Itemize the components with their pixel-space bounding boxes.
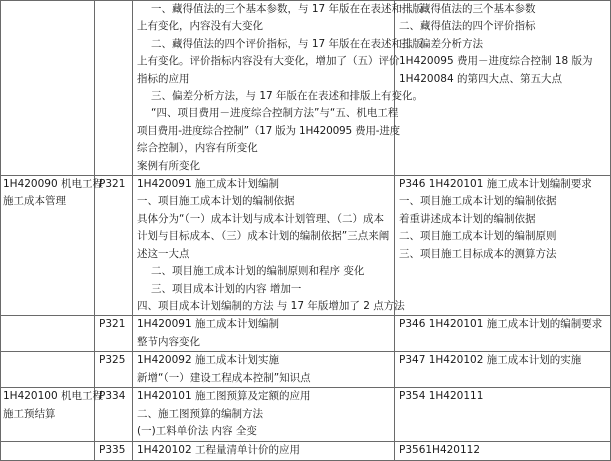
book-2018-cell xyxy=(133,176,405,316)
content-line: “四、项目费用－进度综合控制方法”与“五、机电工程 xyxy=(151,107,399,120)
content-line: 三、偏差分析方法 xyxy=(399,37,483,50)
content-line: 着重讲述成本计划的编制依据 xyxy=(399,212,536,225)
content-line: 二、项目施工成本计划的编制原则 xyxy=(399,230,557,243)
content-line: 一、藏得值法的三个基本参数，与 17 年版在在表述和排版 xyxy=(151,3,424,15)
book-2018-cell xyxy=(133,316,395,352)
content-line: 二、藏得值法的四个评价指标 xyxy=(399,20,536,33)
page-number: P325 xyxy=(99,354,126,367)
content-line: 整节内容变化 xyxy=(137,335,200,348)
content-line: 一、藏得值法的三个基本参数 xyxy=(399,3,536,15)
table-row xyxy=(1,1,611,176)
content-line: P347 1H420102 施工成本计划的实施 xyxy=(399,354,582,367)
chapter-title: 1H420100 机电工程 xyxy=(3,390,103,403)
page-number: P321 xyxy=(99,178,126,191)
book-2017-cell xyxy=(395,176,611,316)
content-line: 述这一大点 xyxy=(137,247,190,260)
content-line: 1H420095 费用－进度综合控制 18 版为 xyxy=(399,55,593,68)
content-line: 四、项目成本计划编制的方法 与 17 年版增加了 2 点方法 xyxy=(137,299,405,312)
book-2017-cell xyxy=(395,316,611,352)
content-line: 一、项目施工成本计划的编制依据 xyxy=(137,195,295,208)
content-line: 二、项目施工成本计划的编制原则和程序 变化 xyxy=(151,265,365,278)
content-line: 计划与目标成本、（三）成本计划的编制依据”三点来阐 xyxy=(137,230,390,243)
page-number: P321 xyxy=(99,318,126,331)
content-line: 二、施工图预算的编制方法 xyxy=(137,407,263,420)
page-cell xyxy=(95,352,133,388)
content-line: 新增“（一）建设工程成本控制”知识点 xyxy=(137,371,311,384)
content-line: P346 1H420101 施工成本计划编制要求 xyxy=(399,178,592,191)
content-line: 上有变化，内容没有大变化 xyxy=(137,20,263,33)
content-line: 三、偏差分析方法，与 17 年版在在表述和排版上有变化。 xyxy=(151,90,424,103)
chapter-cell xyxy=(1,352,95,388)
table-row xyxy=(1,388,611,442)
content-line: 二、藏得值法的四个评价指标，与 17 年版在在表述和排版 xyxy=(151,37,424,50)
page-number: P334 xyxy=(99,390,126,403)
content-line: P346 1H420101 施工成本计划的编制要求 xyxy=(399,318,603,331)
page-cell xyxy=(95,316,133,352)
chapter-title: 施工成本管理 xyxy=(3,195,66,208)
content-line: 三、项目成本计划的内容 增加一 xyxy=(151,282,302,295)
content-line: 1H420091 施工成本计划编制 xyxy=(137,178,279,191)
book-2018-cell xyxy=(133,352,395,388)
content-line: 具体分为“（一）成本计划与成本计划管理、（二）成本 xyxy=(137,212,384,225)
chapter-title: 施工预结算 xyxy=(3,407,56,420)
content-line: P354 1H420111 xyxy=(399,390,484,403)
table-row xyxy=(1,352,611,388)
page-cell xyxy=(95,388,133,442)
content-line: 1H420084 的第四大点、第五大点 xyxy=(399,72,562,85)
content-line: P3561H420112 xyxy=(399,444,481,457)
chapter-cell xyxy=(1,1,95,176)
book-2017-cell xyxy=(395,388,611,442)
book-2018-cell xyxy=(133,388,395,442)
page-cell xyxy=(95,442,133,460)
content-line: 1H420102 工程量清单计价的应用 xyxy=(137,444,300,457)
content-line: 三、项目施工目标成本的测算方法 xyxy=(399,247,557,260)
content-line: 案例有所变化 xyxy=(137,159,200,172)
chapter-cell xyxy=(1,316,95,352)
content-line: 项目费用-进度综合控制”（17 版为 1H420095 费用-进度 xyxy=(137,124,400,137)
page-cell xyxy=(95,176,133,316)
chapter-cell xyxy=(1,388,103,442)
page-cell xyxy=(95,1,133,176)
content-line: 综合控制），内容有所变化 xyxy=(137,142,258,155)
book-2017-cell xyxy=(395,442,611,460)
content-line: 上有变化。评价指标内容没有大变化，增加了（五）评价 xyxy=(137,55,400,68)
table-row xyxy=(1,442,611,460)
table-row xyxy=(1,176,611,316)
table-row xyxy=(1,316,611,352)
book-2018-cell xyxy=(133,442,395,460)
content-line: 一、项目施工成本计划的编制依据 xyxy=(399,195,557,208)
content-line: 1H420091 施工成本计划编制 xyxy=(137,318,279,331)
content-line: 指标的应用 xyxy=(137,72,190,85)
content-line: 1H420092 施工成本计划实施 xyxy=(137,354,279,367)
chapter-cell xyxy=(1,176,103,316)
content-line: (一)工料单价法 内容 全变 xyxy=(137,425,257,438)
book-2017-cell xyxy=(395,1,611,176)
chapter-title: 1H420090 机电工程 xyxy=(3,178,103,191)
book-2018-cell xyxy=(133,1,424,176)
book-2017-cell xyxy=(395,352,611,388)
chapter-cell xyxy=(1,442,95,460)
content-line: 1H420101 施工图预算及定额的应用 xyxy=(137,390,311,403)
page-number: P335 xyxy=(99,444,126,457)
